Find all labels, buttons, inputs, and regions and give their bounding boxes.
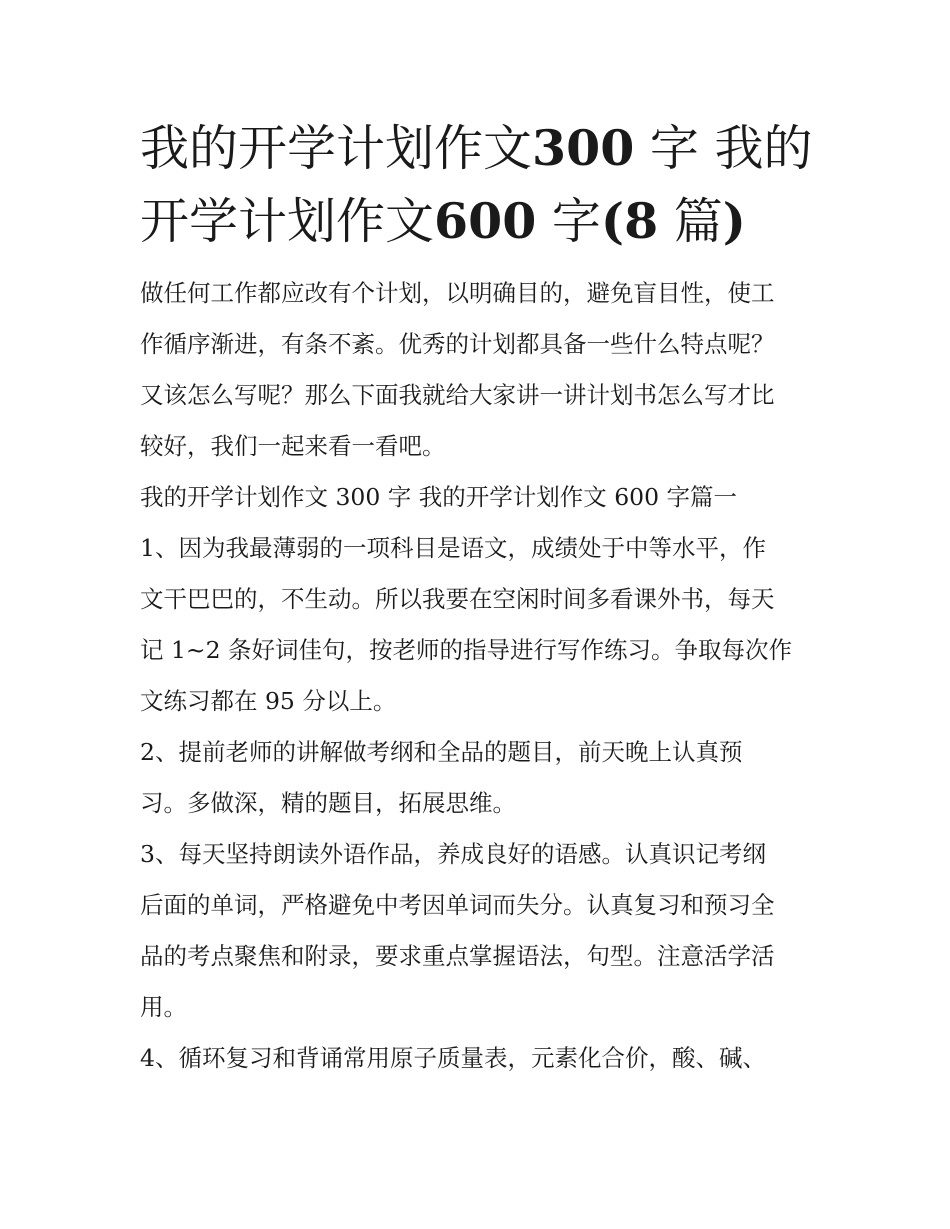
document-body bbox=[140, 268, 830, 1084]
text-line: 品的考点聚焦和附录，要求重点掌握语法，句型。注意活学活 bbox=[140, 942, 775, 970]
title-number: (8 bbox=[600, 192, 659, 250]
text-line: 作循序渐进，有条不紊。优秀的计划都具备一些什么特点呢？ bbox=[140, 330, 775, 358]
title-number: 600 bbox=[434, 192, 537, 250]
title-number: ) bbox=[722, 192, 746, 250]
list-item-3 bbox=[140, 829, 830, 1033]
text-line: 记 1~2 条好词佳句，按老师的指导进行写作练习。争取每次作 bbox=[140, 636, 793, 664]
text-line: 文干巴巴的，不生动。所以我要在空闲时间多看课外书，每天 bbox=[140, 585, 775, 613]
text-line: 文练习都在 95 分以上。 bbox=[140, 687, 397, 715]
text-line: 我的开学计划作文 300 字 我的开学计划作文 600 字篇一 bbox=[140, 483, 738, 511]
text-line: 1、因为我最薄弱的一项科目是语文，成绩处于中等水平，作 bbox=[140, 534, 766, 562]
title-text: 字 bbox=[536, 193, 601, 250]
title-text: 我的开学计划作文 bbox=[140, 120, 533, 177]
document-content bbox=[140, 112, 830, 1084]
title-number: 300 bbox=[532, 119, 635, 177]
title-line-2 bbox=[140, 185, 830, 258]
text-line: 较好，我们一起来看一看吧。 bbox=[140, 432, 446, 460]
section-heading bbox=[140, 472, 830, 523]
title-line-1 bbox=[140, 112, 830, 185]
text-line: 4、循环复习和背诵常用原子质量表，元素化合价，酸、碱、 bbox=[140, 1044, 766, 1072]
list-item-1 bbox=[140, 523, 830, 727]
text-line: 后面的单词，严格避免中考因单词而失分。认真复习和预习全 bbox=[140, 891, 775, 919]
document-title bbox=[140, 112, 830, 258]
list-item-4 bbox=[140, 1033, 830, 1084]
text-line: 做任何工作都应改有个计划，以明确目的，避免盲目性，使工 bbox=[140, 279, 775, 307]
text-line: 用。 bbox=[140, 993, 187, 1021]
title-text: 开学计划作文 bbox=[140, 193, 435, 250]
text-line: 习。多做深，精的题目，拓展思维。 bbox=[140, 789, 516, 817]
text-line: 2、提前老师的讲解做考纲和全品的题目，前天晚上认真预 bbox=[140, 738, 743, 766]
text-line: 又该怎么写呢？那么下面我就给大家讲一讲计划书怎么写才比 bbox=[140, 381, 775, 409]
text-line: 3、每天坚持朗读外语作品，养成良好的语感。认真识记考纲 bbox=[140, 840, 766, 868]
title-text: 字 我的 bbox=[634, 120, 813, 177]
title-text: 篇 bbox=[658, 193, 723, 250]
intro-paragraph bbox=[140, 268, 830, 472]
list-item-2 bbox=[140, 727, 830, 829]
